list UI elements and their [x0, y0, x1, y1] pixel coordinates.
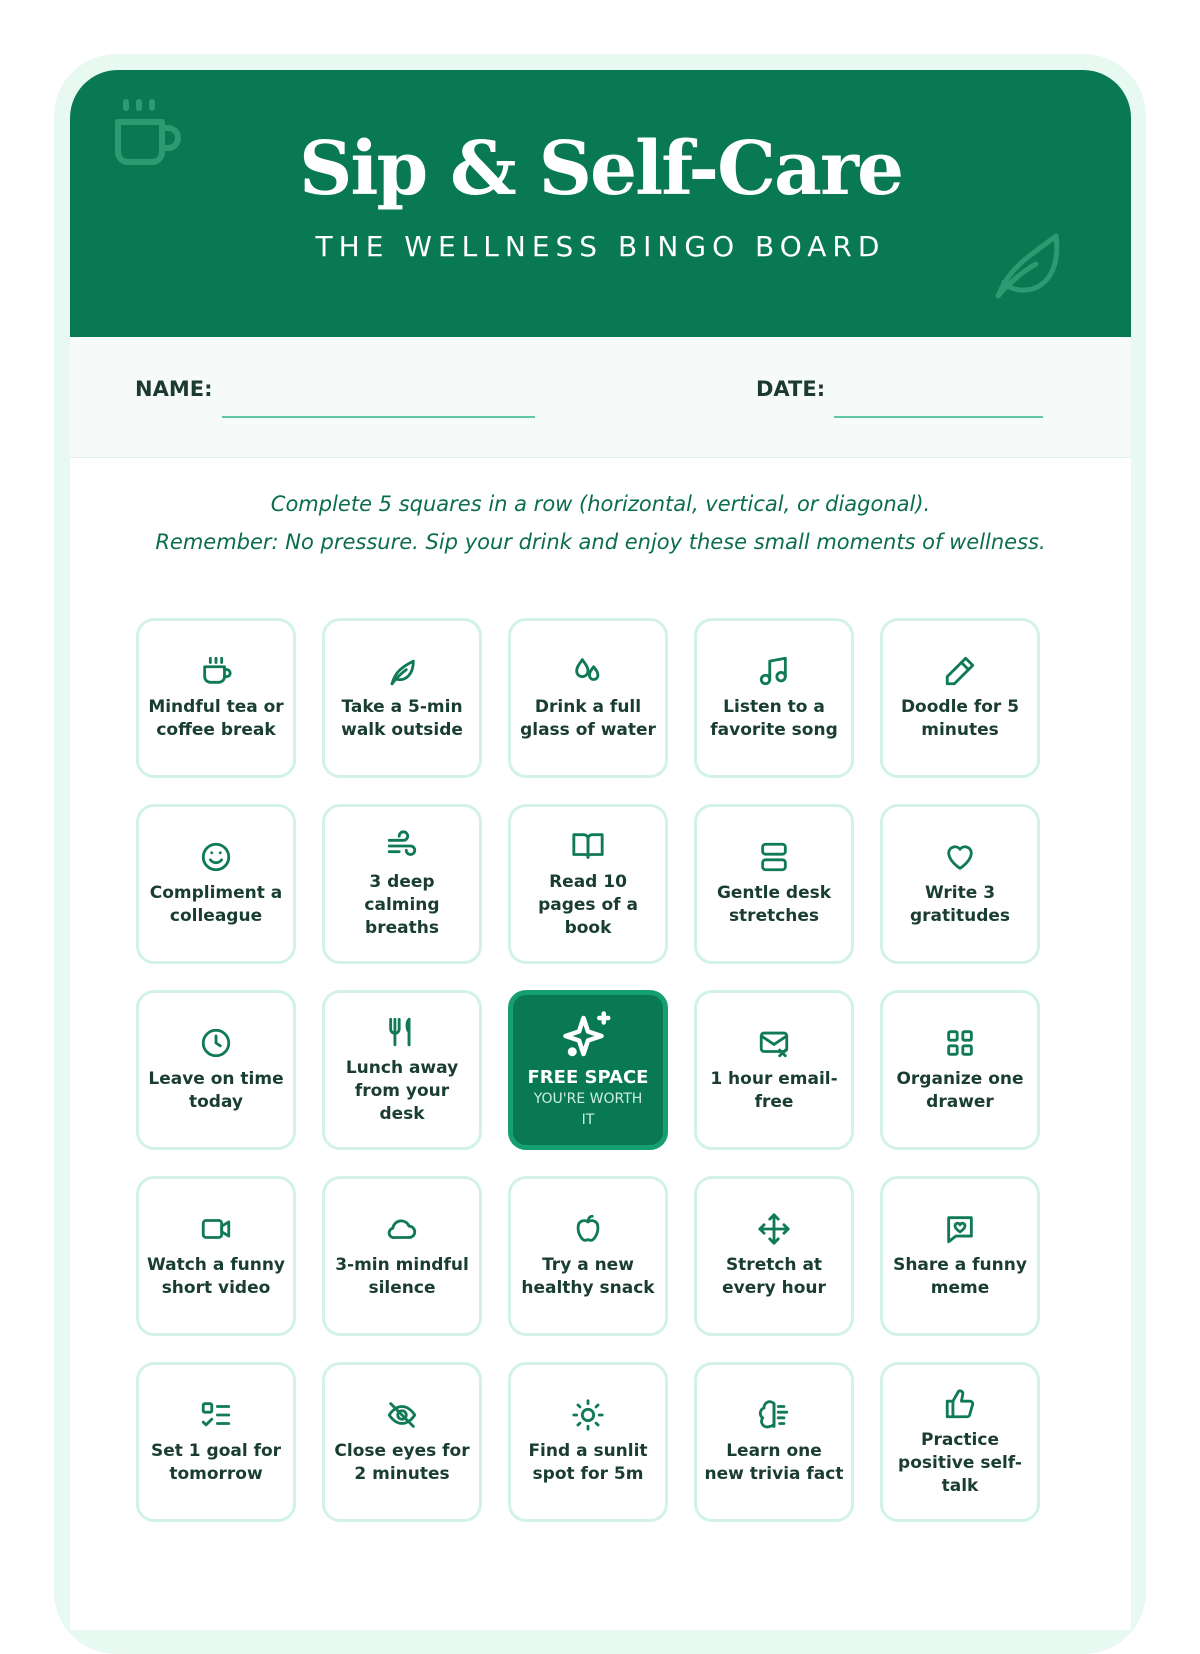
bingo-grid: [136, 618, 1068, 1550]
cell-label: 1 hour email-free: [710, 1069, 838, 1112]
bingo-cell[interactable]: [508, 1176, 668, 1336]
info-fields: [70, 337, 1131, 458]
cell-label: Drink a full glass of water: [520, 697, 656, 740]
cell-label: Lunch away from your desk: [345, 1057, 459, 1124]
bingo-cell[interactable]: [694, 990, 854, 1150]
cell-label: Mindful tea or coffee break: [148, 697, 284, 740]
cloud-icon: [385, 1212, 419, 1246]
cell-label: Gentle desk stretches: [716, 883, 832, 926]
cell-label: Try a new healthy snack: [521, 1255, 655, 1298]
eye-off-icon: [385, 1398, 419, 1432]
page-title: Sip & Self-Care: [298, 126, 903, 212]
date-field[interactable]: [834, 416, 1043, 418]
leaf-icon: [385, 654, 419, 688]
apple-icon: [571, 1212, 605, 1246]
pencil-icon: [943, 654, 977, 688]
smile-icon: [199, 840, 233, 874]
book-icon: [571, 829, 605, 863]
cell-label: Leave on time today: [148, 1069, 284, 1112]
bingo-cell[interactable]: [136, 1362, 296, 1522]
bingo-cell[interactable]: [880, 618, 1040, 778]
bingo-cell[interactable]: [694, 804, 854, 964]
water-drops-icon: [571, 654, 605, 688]
cell-label: Compliment a colleague: [149, 883, 283, 926]
clock-icon: [199, 1026, 233, 1060]
bingo-cell[interactable]: [694, 1176, 854, 1336]
bingo-cell[interactable]: [136, 804, 296, 964]
sun-icon: [571, 1398, 605, 1432]
cell-label: Listen to a favorite song: [710, 697, 838, 740]
message-heart-icon: [943, 1212, 977, 1246]
bingo-cell[interactable]: [880, 1362, 1040, 1522]
cell-label: Take a 5-min walk outside: [341, 697, 463, 740]
instructions-line-2: Remember: No pressure. Sip your drink and enjoy these small moments of wellness.: [155, 530, 1046, 554]
name-field[interactable]: [222, 416, 535, 418]
free-space-cell[interactable]: [508, 990, 668, 1150]
cell-label: 3 deep calming breaths: [364, 871, 440, 938]
bingo-cell[interactable]: [136, 1176, 296, 1336]
cell-label: Learn one new trivia fact: [704, 1441, 844, 1484]
bingo-cell[interactable]: [508, 1362, 668, 1522]
cell-label: 3-min mindful silence: [335, 1255, 469, 1298]
cell-label: Set 1 goal for tomorrow: [150, 1441, 282, 1484]
video-icon: [199, 1212, 233, 1246]
brain-icon: [757, 1398, 791, 1432]
page-subtitle: THE WELLNESS BINGO BOARD: [315, 230, 886, 263]
move-icon: [757, 1212, 791, 1246]
bingo-cell[interactable]: [322, 990, 482, 1150]
bingo-cell[interactable]: [322, 1362, 482, 1522]
utensils-icon: [385, 1015, 419, 1049]
bingo-cell[interactable]: [322, 804, 482, 964]
cell-label: Stretch at every hour: [722, 1255, 826, 1298]
date-label: DATE:: [756, 377, 826, 401]
bingo-cell[interactable]: [136, 618, 296, 778]
cell-label: Find a sunlit spot for 5m: [528, 1441, 648, 1484]
instructions-line-1: Complete 5 squares in a row (horizontal, vertical, or diagonal).: [270, 492, 931, 516]
bingo-card: [70, 70, 1131, 1630]
bingo-cell[interactable]: [880, 804, 1040, 964]
cell-label: Share a funny meme: [893, 1255, 1027, 1298]
bingo-cell[interactable]: [508, 618, 668, 778]
cell-sublabel: YOU'RE WORTH IT: [533, 1091, 643, 1128]
wind-icon: [385, 829, 419, 863]
bingo-cell[interactable]: [880, 1176, 1040, 1336]
bingo-cell[interactable]: [322, 618, 482, 778]
cell-label: Organize one drawer: [896, 1069, 1024, 1112]
cell-label: Watch a funny short video: [146, 1255, 286, 1298]
cell-label: Practice positive self-talk: [898, 1429, 1022, 1496]
mail-off-icon: [757, 1026, 791, 1060]
cell-label: FREE SPACE: [527, 1067, 649, 1088]
music-note-icon: [757, 654, 791, 688]
header-banner: [70, 70, 1131, 337]
coffee-cup-icon: [199, 654, 233, 688]
bingo-cell[interactable]: [694, 1362, 854, 1522]
grid-icon: [943, 1026, 977, 1060]
cell-label: Read 10 pages of a book: [538, 871, 638, 938]
bingo-cell[interactable]: [508, 804, 668, 964]
bingo-cell[interactable]: [880, 990, 1040, 1150]
cell-label: Close eyes for 2 minutes: [334, 1441, 470, 1484]
rows-icon: [757, 840, 791, 874]
heart-icon: [943, 840, 977, 874]
bingo-cell[interactable]: [322, 1176, 482, 1336]
bingo-cell[interactable]: [136, 990, 296, 1150]
name-label: NAME:: [135, 377, 213, 401]
sparkles-icon: [561, 1009, 615, 1063]
cell-label: Write 3 gratitudes: [909, 883, 1011, 926]
list-check-icon: [199, 1398, 233, 1432]
thumbs-up-icon: [943, 1387, 977, 1421]
cell-label: Doodle for 5 minutes: [900, 697, 1020, 740]
bingo-cell[interactable]: [694, 618, 854, 778]
